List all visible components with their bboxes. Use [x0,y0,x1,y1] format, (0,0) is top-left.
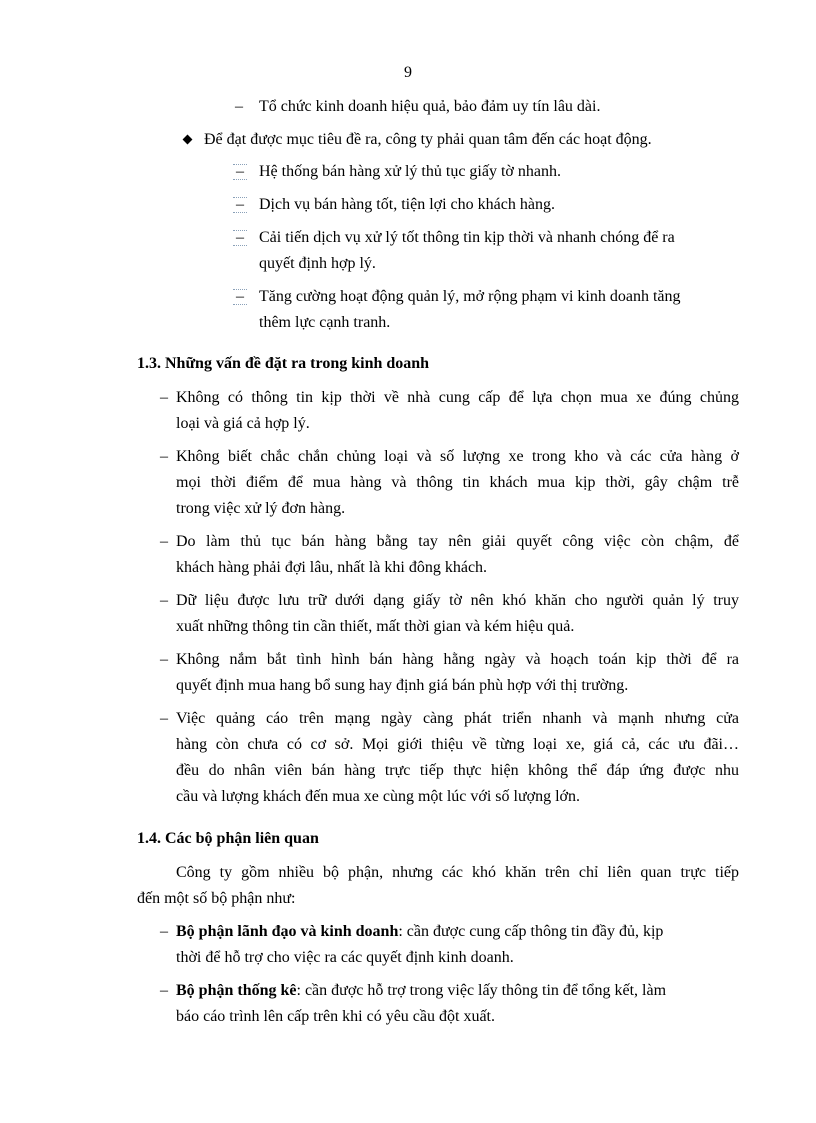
paragraph-line: xuất những thông tin cần thiết, mất thời gian và kém hiệu quả. [176,618,575,635]
paragraph-line: báo cáo trình lên cấp trên khi có yêu cầu đột xuất. [176,1008,495,1025]
dash-marker: – [235,98,243,115]
paragraph-line: thời để hỗ trợ cho việc ra các quyết định kinh doanh. [176,949,514,966]
section-heading-1-3: 1.3. Những vấn đề đặt ra trong kinh doanh [137,355,430,372]
paragraph-line: Do làm thủ tục bán hàng bằng tay nên giải quyết công việc còn chậm, để [176,533,739,550]
paragraph-line: Không có thông tin kịp thời về nhà cung cấp để lựa chọn mua xe đúng chủng [176,389,739,406]
paragraph-line: Việc quảng cáo trên mạng ngày càng phát triển nhanh và mạnh nhưng cửa [176,710,739,727]
dash-marker: – [232,288,248,306]
dash-marker: – [232,163,248,181]
paragraph-line: khách hàng phải đợi lâu, nhất là khi đông khách. [176,559,488,576]
paragraph-line: Không biết chắc chắn chủng loại và số lượng xe trong kho và các cửa hàng ở [176,448,739,465]
department-item [176,923,739,941]
list-item: Cải tiến dịch vụ xử lý tốt thông tin kịp thời và nhanh chóng để ra [259,229,675,246]
dash-marker: – [232,229,248,247]
department-name: Bộ phận lãnh đạo và kinh doanh [176,923,399,940]
dash-marker: – [160,651,168,668]
paragraph-line: Dữ liệu được lưu trữ dưới dạng giấy tờ nên khó khăn cho người quản lý truy [176,592,739,609]
department-text: : cần được cung cấp thông tin đầy đủ, kịp [398,923,664,940]
department-item [176,982,739,1000]
paragraph-line: quyết định mua hang bổ sung hay định giá bán phù hợp với thị trường. [176,677,629,694]
paragraph-line: Công ty gồm nhiều bộ phận, nhưng các khó khăn trên chỉ liên quan trực tiếp [176,864,739,881]
paragraph-line: đều do nhân viên bán hàng trực tiếp thực hiện không thể đáp ứng được nhu [176,762,739,779]
list-item-continued: thêm lực cạnh tranh. [259,314,391,331]
page-number: 9 [404,64,412,81]
dash-marker: – [160,533,168,550]
paragraph-line: cầu và lượng khách đến mua xe cùng một lúc với số lượng lớn. [176,788,580,805]
dash-marker: – [160,448,168,465]
list-item-continued: quyết định hợp lý. [259,255,376,272]
list-item: Dịch vụ bán hàng tốt, tiện lợi cho khách hàng. [259,196,555,213]
list-item: Tổ chức kinh doanh hiệu quả, bảo đảm uy tín lâu dài. [259,98,601,115]
paragraph-line: Không nắm bắt tình hình bán hàng hằng ngày và hoạch toán kịp thời để ra [176,651,739,668]
list-item: Tăng cường hoạt động quản lý, mở rộng phạm vi kinh doanh tăng [259,288,681,305]
department-text: : cần được hỗ trợ trong việc lấy thông tin để tổng kết, làm [296,982,667,999]
paragraph-line: loại và giá cả hợp lý. [176,415,310,432]
section-heading-1-4: 1.4. Các bộ phận liên quan [137,830,319,847]
department-name: Bộ phận thống kê [176,982,297,999]
dash-marker: – [160,592,168,609]
diamond-bullet-icon [183,135,193,145]
bullet-item: Để đạt được mục tiêu đề ra, công ty phải quan tâm đến các hoạt động. [204,131,652,148]
paragraph-line: hàng còn chưa có cơ sở. Mọi giới thiệu về từng loại xe, giá cả, các ưu đãi… [176,736,739,753]
dash-marker: – [160,389,168,406]
list-item: Hệ thống bán hàng xử lý thủ tục giấy tờ nhanh. [259,163,561,180]
dash-marker: – [160,982,168,999]
paragraph-line: mọi thời điểm để mua hàng và thông tin khách mua kịp thời, gây chậm trễ [176,474,739,491]
dash-marker: – [160,710,168,727]
paragraph-line: đến một số bộ phận như: [137,890,296,907]
dash-marker: – [232,196,248,214]
paragraph-line: trong việc xử lý đơn hàng. [176,500,346,517]
dash-marker: – [160,923,168,940]
